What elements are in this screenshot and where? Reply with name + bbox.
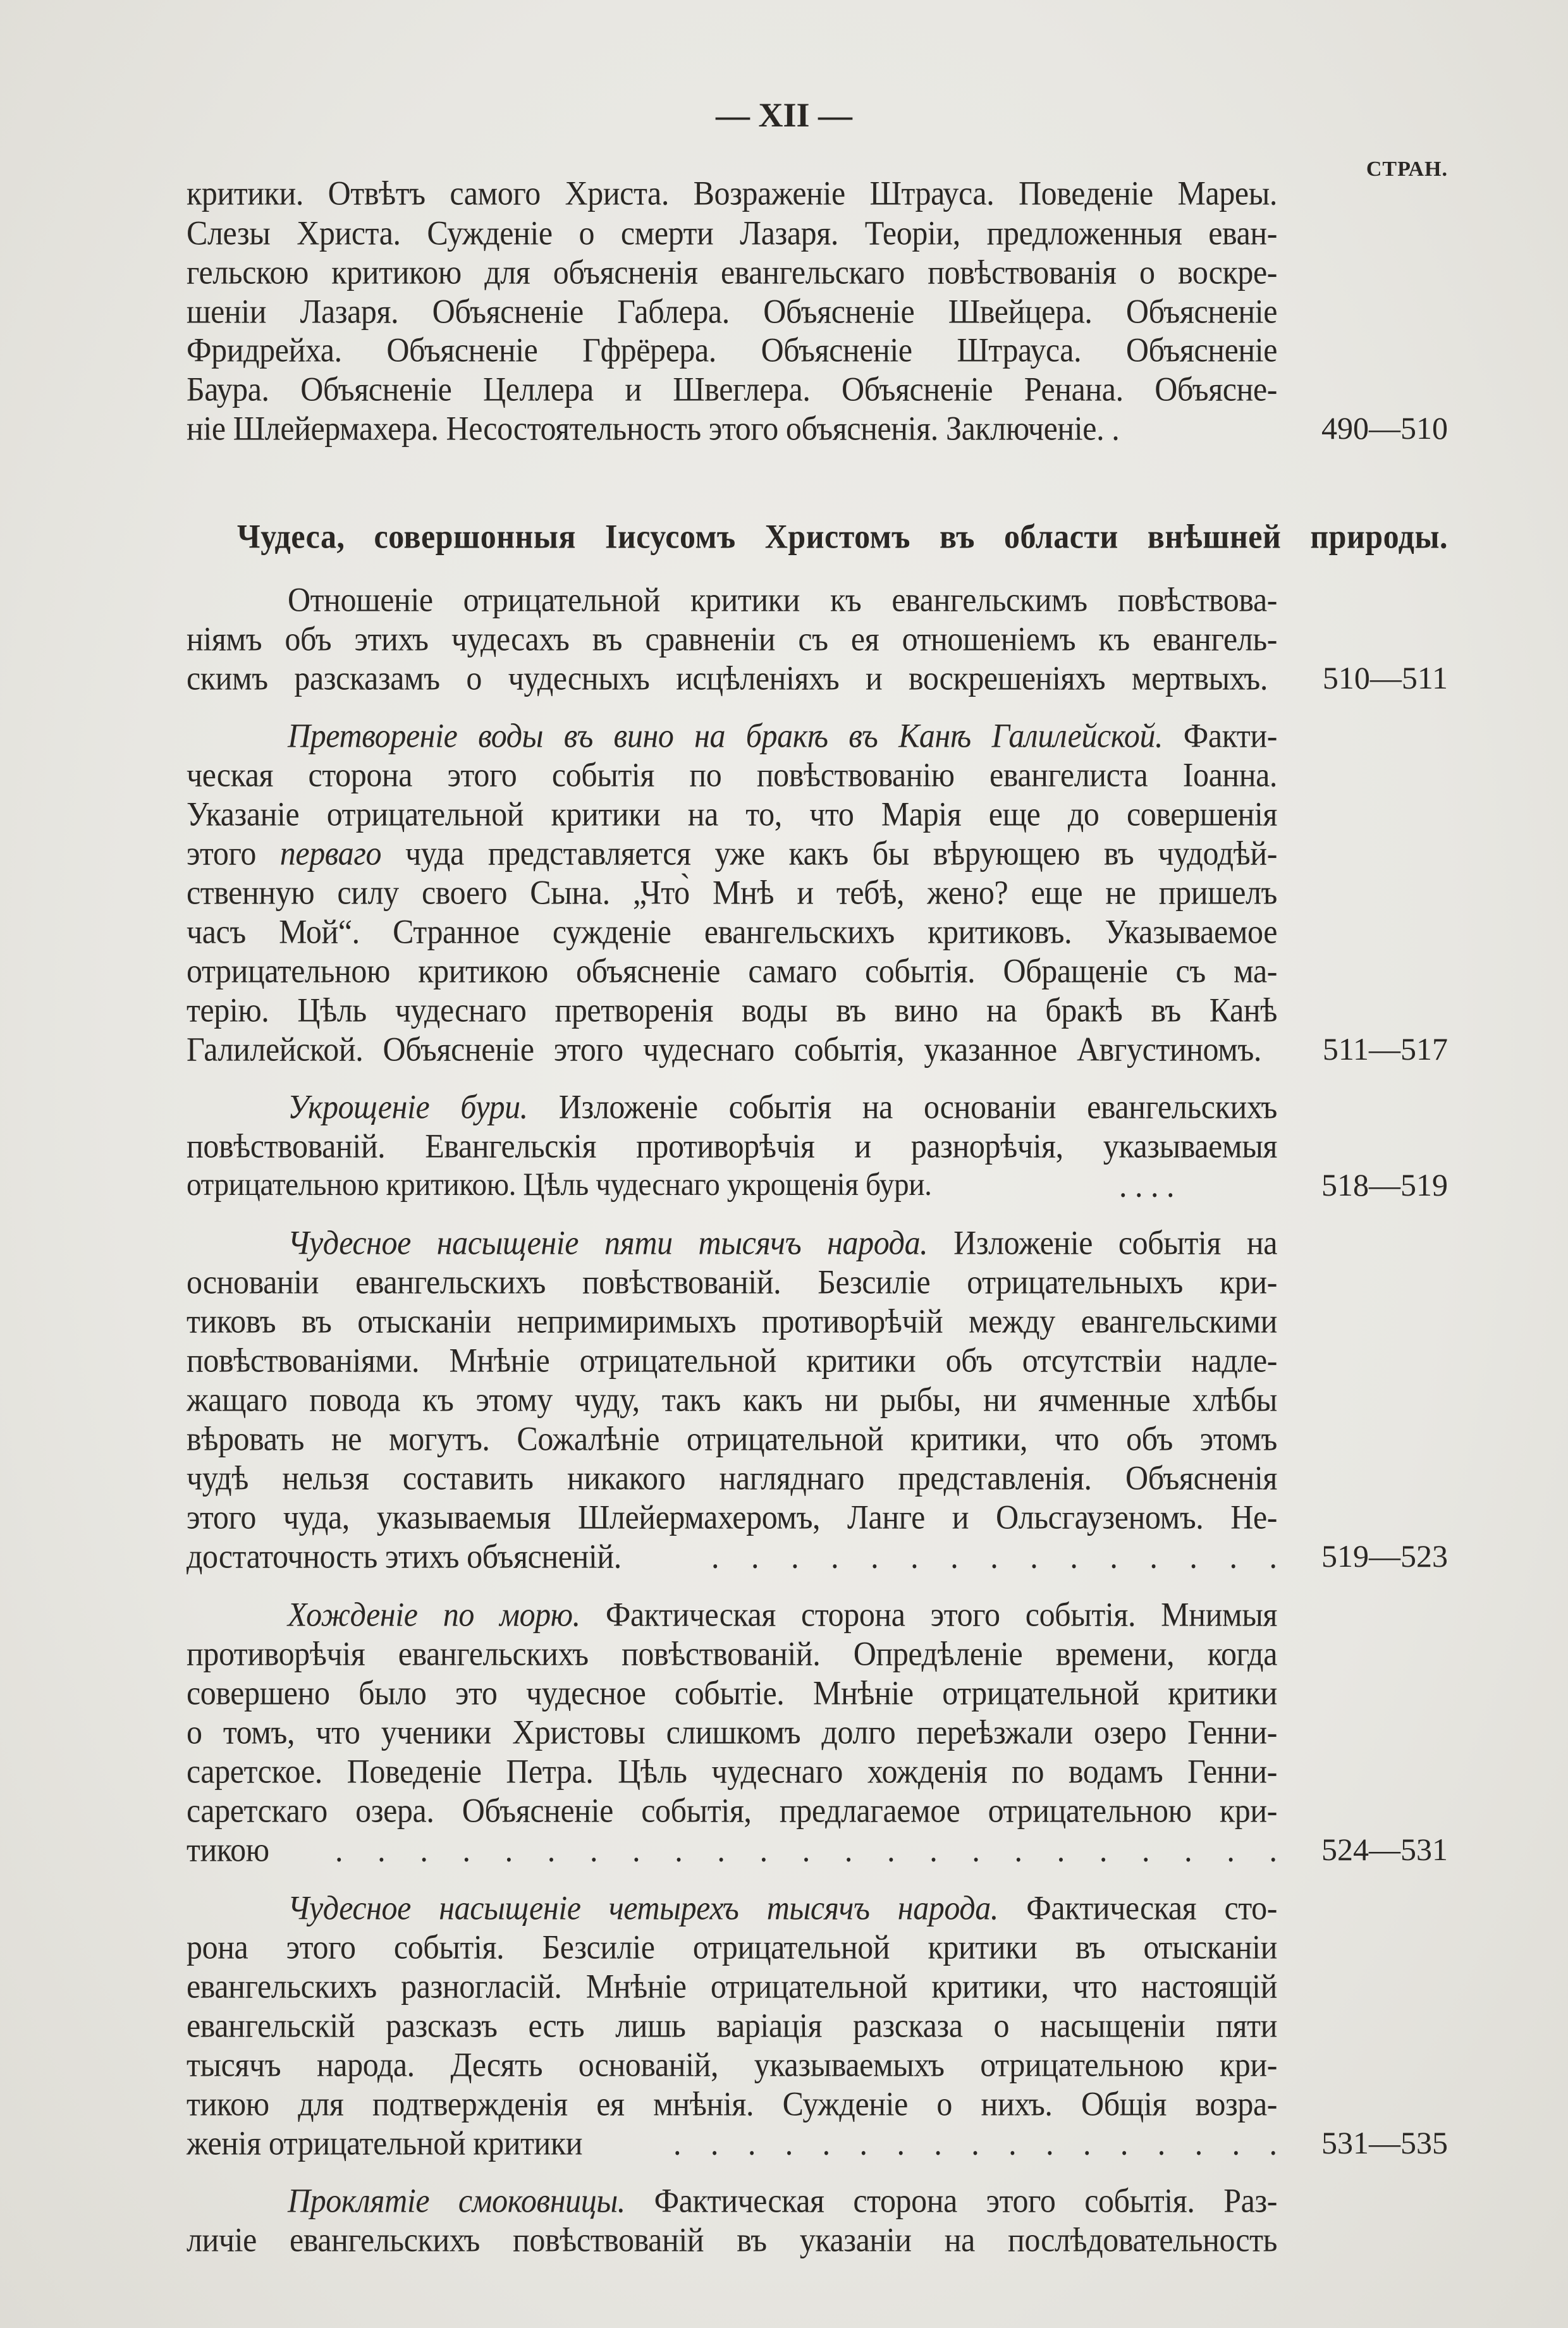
toc-line: гельскою критикою для объясненія евангельскаго повѣствованія о воскре- (187, 252, 1277, 291)
toc-line: Фридрейха. Объясненіе Гфрёрера. Объясненіе Штрауса. Объясненіе (187, 330, 1277, 369)
toc-line: противорѣчія евангельскихъ повѣствованій. Опредѣленіе времени, когда (187, 1634, 1277, 1673)
toc-line: Чудесное насыщеніе четырехъ тысячъ народа. Фактическая сто- (288, 1888, 1277, 1927)
toc-line: Галилейской. Объясненіе этого чудеснаго событія, указанное Августиномъ. (187, 1029, 1261, 1069)
toc-line: тикою для подтвержденія ея мнѣнія. Сужденіе о нихъ. Общія возра- (187, 2084, 1277, 2123)
entry-title: Проклятіе смоковницы. (288, 2181, 625, 2220)
page-range: 531—535 (1321, 2125, 1448, 2160)
toc-line: жащаго повода къ этому чуду, такъ какъ ни рыбы, ни ячменные хлѣбы (187, 1380, 1277, 1419)
toc-line: основаніи евангельскихъ повѣствованій. Безсиліе отрицательныхъ кри- (187, 1262, 1277, 1301)
toc-line: тиковъ въ отысканіи непримиримыхъ противорѣчій между евангельскими (187, 1301, 1277, 1340)
leader-dots: . . . . . . . . . . . . . . . . . (673, 2123, 1277, 2162)
entry-title: Чудесное насыщеніе пяти тысячъ народа. (288, 1223, 928, 1262)
toc-line: женія отрицательной критики (187, 2123, 583, 2162)
toc-line: терію. Цѣль чудеснаго претворенія воды въ вино на бракѣ въ Канѣ (187, 990, 1277, 1029)
toc-line: саретское. Поведеніе Петра. Цѣль чудеснаго хожденія по водамъ Генни- (187, 1751, 1277, 1791)
toc-line: тикою (187, 1830, 269, 1869)
toc-line: этого чуда, указываемыя Шлейермахеромъ, Ланге и Ольсгаузеномъ. Не- (187, 1497, 1277, 1536)
toc-line: вѣровать не могутъ. Сожалѣніе отрицательной критики, что объ этомъ (187, 1419, 1277, 1458)
entry-title: Хожденіе по морю. (288, 1595, 580, 1634)
toc-line: о томъ, что ученики Христовы слишкомъ долго переѣзжали озеро Генни- (187, 1712, 1277, 1751)
toc-line: ческая сторона этого событія по повѣствованію евангелиста Іоанна. (187, 755, 1277, 794)
toc-line: достаточность этихъ объясненій. (187, 1536, 622, 1576)
toc-line: шеніи Лазаря. Объясненіе Габлера. Объясненіе Швейцера. Объясненіе (187, 291, 1277, 331)
toc-line: тысячъ народа. Десять основаній, указываемыхъ отрицательною кри- (187, 2045, 1277, 2084)
toc-line: евангельскій разсказъ есть лишь варіація разсказа о насыщеніи пяти (187, 2006, 1277, 2045)
toc-line: Хожденіе по морю. Фактическая сторона этого событія. Мнимыя (288, 1595, 1277, 1634)
toc-line: чудѣ нельзя составить никакого нагляднаго представленія. Объясненія (187, 1458, 1277, 1497)
toc-line: рона этого событія. Безсиліе отрицательной критики въ отысканіи (187, 1927, 1277, 1966)
inline-emphasis: перваго (279, 833, 382, 873)
toc-line: Баура. Объясненіе Целлера и Швеглера. Объясненіе Ренана. Объясне- (187, 369, 1277, 408)
leader-dots: . . . . . . . . . . . . . . . (711, 1536, 1277, 1576)
page-range: 510—511 (1322, 660, 1448, 695)
toc-line: отрицательною критикою объясненіе самаго событія. Обращеніе съ ма- (187, 951, 1277, 990)
entry-title: Укрощеніе бури. (288, 1087, 528, 1126)
toc-line: Претвореніе воды въ вино на бракѣ въ Канѣ Галилейской. Факти- (288, 716, 1277, 755)
page-range: 490—510 (1321, 410, 1448, 446)
toc-line: совершено было это чудесное событіе. Мнѣніе отрицательной критики (187, 1673, 1277, 1712)
leader-dots: . . . . . . . . . . . . . . . . . . . . . . . (335, 1830, 1277, 1869)
page-range: 519—523 (1321, 1538, 1448, 1574)
toc-line: Указаніе отрицательной критики на то, что Марія еще до совершенія (187, 794, 1277, 833)
entry-title: Чудесное насыщеніе четырехъ тысячъ народа. (288, 1888, 998, 1927)
toc-line: критики. Отвѣтъ самого Христа. Возраженіе Штрауса. Поведеніе Мареы. (187, 173, 1277, 212)
page-range: 511—517 (1322, 1031, 1448, 1067)
toc-line: ніямъ объ этихъ чудесахъ въ сравненіи съ ея отношеніемъ къ евангель- (187, 619, 1277, 658)
pages-column-label: СТРАН. (1366, 157, 1448, 181)
toc-line: ніе Шлейермахера. Несостоятельность этого объясненія. Заключеніе. . (187, 408, 1120, 448)
toc-line: Проклятіе смоковницы. Фактическая сторона этого событія. Раз- (288, 2181, 1277, 2220)
page-range: 518—519 (1321, 1167, 1448, 1203)
toc-line: повѣствованіями. Мнѣніе отрицательной критики объ отсутствіи надле- (187, 1340, 1277, 1380)
toc-line: Слезы Христа. Сужденіе о смерти Лазаря. Теоріи, предложенныя еван- (187, 213, 1277, 252)
page-number-header: — XII — (715, 96, 853, 134)
toc-line: повѣствованій. Евангельскія противорѣчія и разнорѣчія, указываемыя (187, 1126, 1277, 1165)
toc-line: ственную силу своего Сына. „Что̀ Мнѣ и тебѣ, жено? еще не пришелъ (187, 873, 1277, 912)
toc-line: скимъ разсказамъ о чудесныхъ исцѣленіяхъ и воскрешеніяхъ мертвыхъ. (187, 658, 1268, 697)
toc-line: личіе евангельскихъ повѣствованій въ указаніи на послѣдовательность (187, 2220, 1277, 2259)
toc-line: часъ Мой“. Странное сужденіе евангельскихъ критиковъ. Указываемое (187, 912, 1277, 951)
toc-line: Чудесное насыщеніе пяти тысячъ народа. Изложеніе событія на (288, 1223, 1277, 1262)
toc-line: этого перваго чуда представляется уже какъ бы вѣрующею въ чудодѣй- (187, 833, 1278, 873)
section-heading: Чудеса, совершонныя Іисусомъ Христомъ въ области внѣшней природы. (237, 517, 1448, 556)
toc-line: евангельскихъ разногласій. Мнѣніе отрицательной критики, что настоящій (187, 1966, 1277, 2006)
leader-dots: . . . . (1119, 1165, 1175, 1204)
page-range: 524—531 (1321, 1832, 1448, 1867)
toc-line: Отношеніе отрицательной критики къ евангельскимъ повѣствова- (288, 580, 1277, 619)
entry-title: Претвореніе воды въ вино на бракѣ въ Канѣ Галилейской. (288, 716, 1163, 755)
toc-line: Укрощеніе бури. Изложеніе событія на основаніи евангельскихъ (288, 1087, 1277, 1126)
toc-line: саретскаго озера. Объясненіе событія, предлагаемое отрицательною кри- (187, 1791, 1277, 1830)
toc-line: отрицательною критикою. Цѣль чудеснаго укрощенія бури. (187, 1167, 932, 1203)
